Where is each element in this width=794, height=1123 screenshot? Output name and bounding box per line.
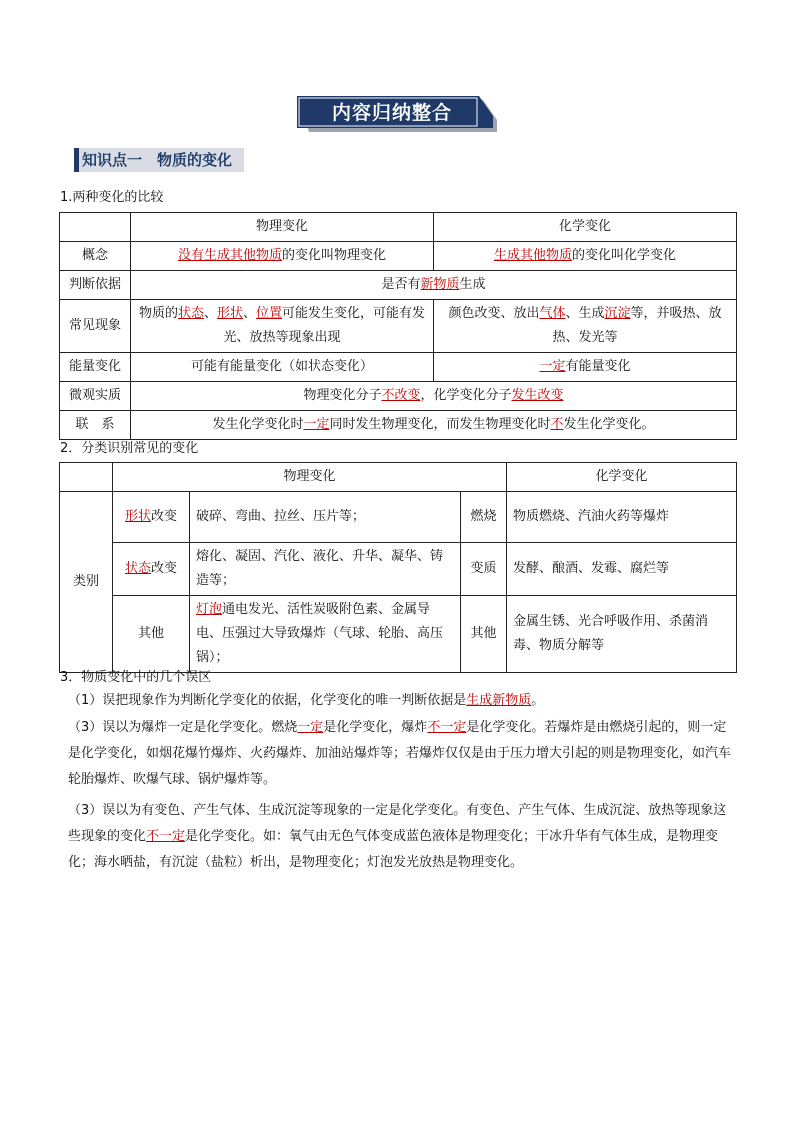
table-row	[60, 543, 737, 596]
cell-text: 物理变化	[283, 469, 336, 484]
classification-table	[59, 462, 737, 673]
cell-text: 、	[203, 306, 217, 321]
section-heading	[74, 148, 244, 172]
cell-text: 通电发光、活性炭吸附色素、金属导电、压强过大导致爆炸（气球、轮胎、高压锅）；	[196, 602, 444, 665]
subheading-2: 2．分类识别常见的变化	[60, 441, 199, 456]
misconception-2	[68, 715, 734, 793]
key-term: 形状	[216, 306, 243, 321]
energy-chemical	[434, 353, 737, 382]
key-term: 新物质	[420, 277, 460, 292]
misconception-3	[68, 798, 734, 876]
spoil-examples: 发酵、酿酒、发霉、腐烂等	[507, 543, 737, 596]
other-chemical-examples: 金属生锈、光合呼吸作用、杀菌消毒、物质分解等	[507, 596, 737, 673]
cell-text: 是否有	[381, 277, 421, 292]
category-label: 类别	[60, 492, 113, 673]
para-text: 是化学变化。如：氧气由无色气体变成蓝色液体是物理变化；干冰升华有气体生成，是物理变化；海水晒盐，有沉淀（盐粒）析出，是物理变化；灯泡发光放热是物理变化。	[68, 829, 719, 870]
cell-text: 物理变化分子	[303, 388, 382, 403]
key-term: 沉淀	[604, 306, 631, 321]
table-row	[60, 242, 737, 271]
phenomena-chemical	[434, 300, 737, 353]
key-term: 没有生成其他物质	[177, 248, 282, 263]
table-row	[60, 463, 737, 492]
shape-examples: 破碎、弯曲、拉丝、压片等；	[190, 492, 461, 543]
para-text: 。	[531, 693, 545, 708]
row-header-energy: 能量变化	[60, 353, 131, 382]
other-physical-examples	[190, 596, 461, 673]
table-row	[60, 213, 737, 242]
judge-basis	[131, 271, 737, 300]
cell-text: 同时发生物理变化，而发生物理变化时	[329, 417, 551, 432]
subheading-1: 1.两种变化的比较	[60, 190, 164, 205]
cell-text: 等，并吸热、放热、发光等	[552, 306, 722, 345]
cell-text: 改变	[151, 561, 178, 576]
cell-text: 颜色改变、放出	[448, 306, 540, 321]
table-row	[60, 411, 737, 440]
para-text: （1）误把现象作为判断化学变化的依据，化学变化的唯一判断依据是	[68, 693, 467, 708]
table-row	[60, 271, 737, 300]
key-term: 状态	[177, 306, 204, 321]
key-term: 状态	[124, 561, 151, 576]
cell-text: 可能发生变化，可能有发光、放热等现象出现	[223, 306, 426, 345]
para-text: （3）误以为有变色、产生气体、生成沉淀等现象的一定是化学变化。有变色、产生气体、生成沉淀、放热等现象这些现象的变化	[68, 803, 727, 844]
key-term: 不一定	[427, 720, 467, 735]
cell-text: 、生成	[565, 306, 605, 321]
key-term: 灯泡	[196, 602, 223, 617]
key-term: 气体	[539, 306, 566, 321]
cell-text: ，化学变化分子	[420, 388, 512, 403]
row-header-judge: 判断依据	[60, 271, 131, 300]
table-cell	[60, 213, 131, 242]
spoil-label: 变质	[461, 543, 507, 596]
row-header-phenomena: 常见现象	[60, 300, 131, 353]
key-term: 生成其他物质	[493, 248, 572, 263]
para-text: 是化学变化。若爆炸是由燃烧引起的，则一定是化学变化，如烟花爆竹爆炸、火药爆炸、加油站爆炸等；若爆炸仅仅是由于压力增大引起的则是物理变化，如汽车轮胎爆炸、吹爆气球、锅炉爆炸等。	[68, 720, 732, 787]
para-text: （3）误以为爆炸一定是化学变化。燃烧	[68, 720, 298, 735]
table-row	[60, 353, 737, 382]
key-term: 生成新物质	[466, 693, 532, 708]
cell-text: 生成	[459, 277, 486, 292]
shape-change	[113, 492, 190, 543]
table-row	[60, 492, 737, 543]
row-header-relation: 联 系	[60, 411, 131, 440]
key-term: 不一定	[146, 829, 186, 844]
key-term: 发生改变	[511, 388, 564, 403]
cell-text: 发生化学变化时	[212, 417, 304, 432]
concept-chemical	[434, 242, 737, 271]
other-chemical-label: 其他	[461, 596, 507, 673]
misconception-1	[68, 688, 734, 714]
micro-essence	[131, 382, 737, 411]
key-term: 位置	[256, 306, 283, 321]
key-term: 一定	[303, 417, 330, 432]
key-term: 不改变	[381, 388, 421, 403]
concept-physical	[131, 242, 434, 271]
state-change	[113, 543, 190, 596]
col-header-physical	[113, 463, 507, 492]
cell-text: 、	[243, 306, 257, 321]
burn-label: 燃烧	[461, 492, 507, 543]
phenomena-physical	[131, 300, 434, 353]
row-header-micro: 微观实质	[60, 382, 131, 411]
key-term: 不	[550, 417, 564, 432]
other-physical-label: 其他	[113, 596, 190, 673]
banner-title: 内容归纳整合	[331, 102, 452, 124]
table-row	[60, 382, 737, 411]
cell-text: 的变化叫物理变化	[282, 248, 387, 263]
col-header-physical: 物理变化	[131, 213, 434, 242]
table-cell	[60, 463, 113, 492]
cell-text: 的变化叫化学变化	[572, 248, 677, 263]
relation	[131, 411, 737, 440]
section-heading-bar	[74, 148, 79, 172]
burn-examples: 物质燃烧、汽油火药等爆炸	[507, 492, 737, 543]
subheading-3: 3．物质变化中的几个误区	[60, 670, 212, 685]
table-row	[60, 300, 737, 353]
cell-text: 有能量变化	[565, 359, 631, 374]
cell-text: 改变	[151, 509, 178, 524]
cell-text: 发生化学变化。	[563, 417, 655, 432]
state-examples: 熔化、凝固、汽化、液化、升华、凝华、铸造等；	[190, 543, 461, 596]
row-header-concept: 概念	[60, 242, 131, 271]
key-term: 形状	[124, 509, 151, 524]
banner	[297, 96, 497, 132]
key-term: 一定	[539, 359, 566, 374]
table-row	[60, 596, 737, 673]
para-text: 是化学变化，爆炸	[323, 720, 428, 735]
col-header-chemical: 化学变化	[507, 463, 737, 492]
section-heading-text: 知识点一 物质的变化	[82, 151, 233, 169]
energy-physical: 可能有能量变化（如状态变化）	[131, 353, 434, 382]
key-term: 一定	[297, 720, 324, 735]
col-header-chemical: 化学变化	[434, 213, 737, 242]
cell-text: 物质的	[138, 306, 178, 321]
comparison-table	[59, 212, 737, 440]
